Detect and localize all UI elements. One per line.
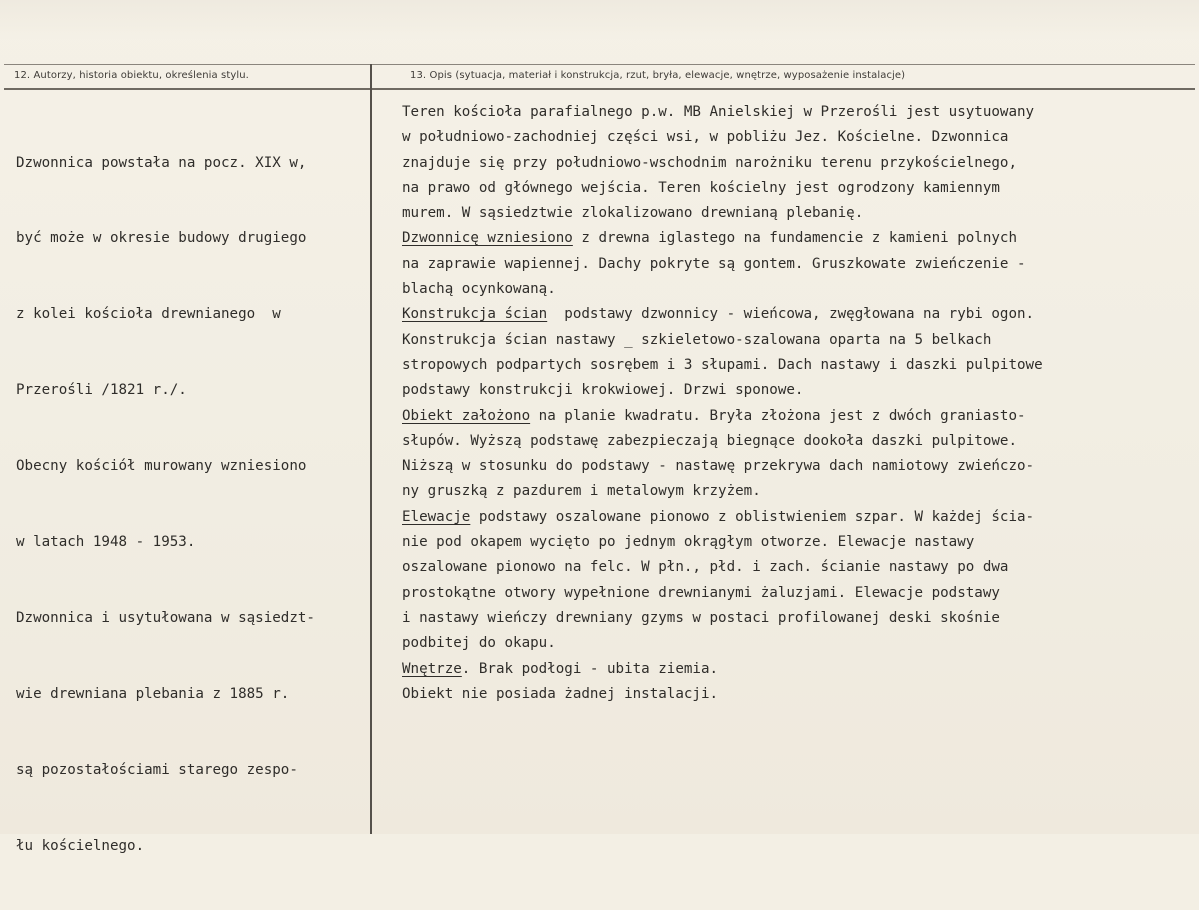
description-line-text: prostokątne otwory wypełnione drewnianymi żaluzjami. Elewacje podstawy: [402, 584, 1000, 601]
description-text: [402, 100, 1187, 707]
description-line-text: znajduje się przy południowo-wschodnim narożniku terenu przykościelnego,: [402, 154, 1017, 171]
description-line: [402, 555, 1187, 580]
history-line: łu kościelnego.: [16, 837, 145, 854]
history-line: Dzwonnica powstała na pocz. XIX w,: [16, 154, 307, 171]
description-line-text: murem. W sąsiedztwie zlokalizowano drewnianą plebanię.: [402, 205, 864, 222]
section-13-heading: 13. Opis (sytuacja, materiał i konstrukcja, rzut, bryła, elewacje, wnętrze, wyposażenie instalacje): [410, 70, 906, 81]
section-12-heading: 12. Autorzy, historia obiektu, określenia stylu.: [14, 70, 249, 81]
section-lead-in: Wnętrze: [402, 660, 462, 677]
description-line: [402, 252, 1187, 277]
description-line-text: podstawy dzwonnicy - wieńcowa, zwęgłowana na rybi ogon.: [547, 306, 1035, 323]
description-line-text: stropowych podpartych sosrębem i 3 słupami. Dach nastawy i daszki pulpitowe: [402, 356, 1043, 373]
description-line: [402, 606, 1187, 631]
description-line-text: Teren kościoła parafialnego p.w. MB Anielskiej w Przerośli jest usytuowany: [402, 104, 1035, 120]
description-line: [402, 328, 1187, 353]
description-line: [402, 657, 1187, 682]
header-top-rule: [4, 64, 1195, 65]
description-line-text: . Brak podłogi - ubita ziemia.: [461, 660, 719, 677]
description-line: [402, 429, 1187, 454]
description-line: [402, 631, 1187, 656]
column-divider: [370, 64, 372, 834]
history-line: w latach 1948 - 1953.: [16, 534, 196, 551]
description-line-text: na prawo od głównego wejścia. Teren kościelny jest ogrodzony kamiennym: [402, 179, 1000, 196]
description-line-text: w południowo-zachodniej części wsi, w pobliżu Jez. Kościelne. Dzwonnica: [402, 129, 1009, 146]
description-line-text: oszalowane pionowo na felc. W płn., płd. i zach. ścianie nastawy po dwa: [402, 559, 1009, 576]
description-line: [402, 100, 1187, 125]
description-line: [402, 151, 1187, 176]
description-line: [402, 201, 1187, 226]
description-line-text: z drewna iglastego na fundamencie z kamieni polnych: [572, 230, 1018, 247]
description-line: [402, 277, 1187, 302]
history-line: Dzwonnica i usytułowana w sąsiedzt-: [16, 609, 315, 626]
description-line-text: podbitej do okapu.: [402, 635, 556, 652]
history-line: Przerośli /1821 r./.: [16, 382, 187, 399]
description-line-text: na planie kwadratu. Bryła złożona jest z dwóch graniasto-: [530, 407, 1026, 424]
description-line-text: Konstrukcja ścian nastawy _ szkieletowo-szalowana oparta na 5 belkach: [402, 331, 992, 348]
description-line: [402, 378, 1187, 403]
description-line: [402, 176, 1187, 201]
description-line: [402, 530, 1187, 555]
description-line: [402, 682, 1187, 707]
description-line: [402, 302, 1187, 327]
description-line-text: nie pod okapem wycięto po jednym okrągłym otworze. Elewacje nastawy: [402, 534, 975, 551]
section-lead-in: Konstrukcja ścian: [402, 306, 548, 323]
card-shade: [0, 0, 1199, 40]
description-line: [402, 479, 1187, 504]
history-line: są pozostałościami starego zespo-: [16, 761, 298, 778]
description-line: [402, 454, 1187, 479]
description-line-text: i nastawy wieńczy drewniany gzyms w postaci profilowanej deski skośnie: [402, 609, 1000, 626]
description-line-text: słupów. Wyższą podstawę zabezpieczają biegnące dookoła daszki pulpitowe.: [402, 432, 1017, 449]
description-line: [402, 404, 1187, 429]
history-line: Obecny kościół murowany wzniesiono: [16, 458, 307, 475]
description-line-text: na zaprawie wapiennej. Dachy pokryte są gontem. Gruszkowate zwieńczenie -: [402, 255, 1026, 272]
history-line: być może w okresie budowy drugiego: [16, 230, 307, 247]
description-line: [402, 125, 1187, 150]
description-line: [402, 226, 1187, 251]
history-line: z kolei kościoła drewnianego w: [16, 306, 281, 323]
section-lead-in: Obiekt założono: [402, 407, 531, 424]
description-line-text: podstawy konstrukcji krokwiowej. Drzwi sponowe.: [402, 382, 804, 399]
description-line-text: blachą ocynkowaną.: [402, 281, 556, 298]
history-text: [16, 100, 366, 910]
description-line: [402, 581, 1187, 606]
history-line: wie drewniana plebania z 1885 r.: [16, 685, 290, 702]
description-line: [402, 505, 1187, 530]
description-line-text: Obiekt nie posiada żadnej instalacji.: [402, 685, 719, 702]
header-bottom-rule: [4, 88, 1195, 90]
description-line-text: podstawy oszalowane pionowo z oblistwieniem szpar. W każdej ścia-: [470, 508, 1035, 525]
description-line-text: ny gruszką z pazdurem i metalowym krzyżem.: [402, 483, 761, 500]
section-lead-in: Dzwonnicę wzniesiono: [402, 230, 573, 247]
description-line-text: Niższą w stosunku do podstawy - nastawę przekrywa dach namiotowy zwieńczo-: [402, 458, 1035, 475]
description-line: [402, 353, 1187, 378]
section-lead-in: Elewacje: [402, 508, 471, 525]
